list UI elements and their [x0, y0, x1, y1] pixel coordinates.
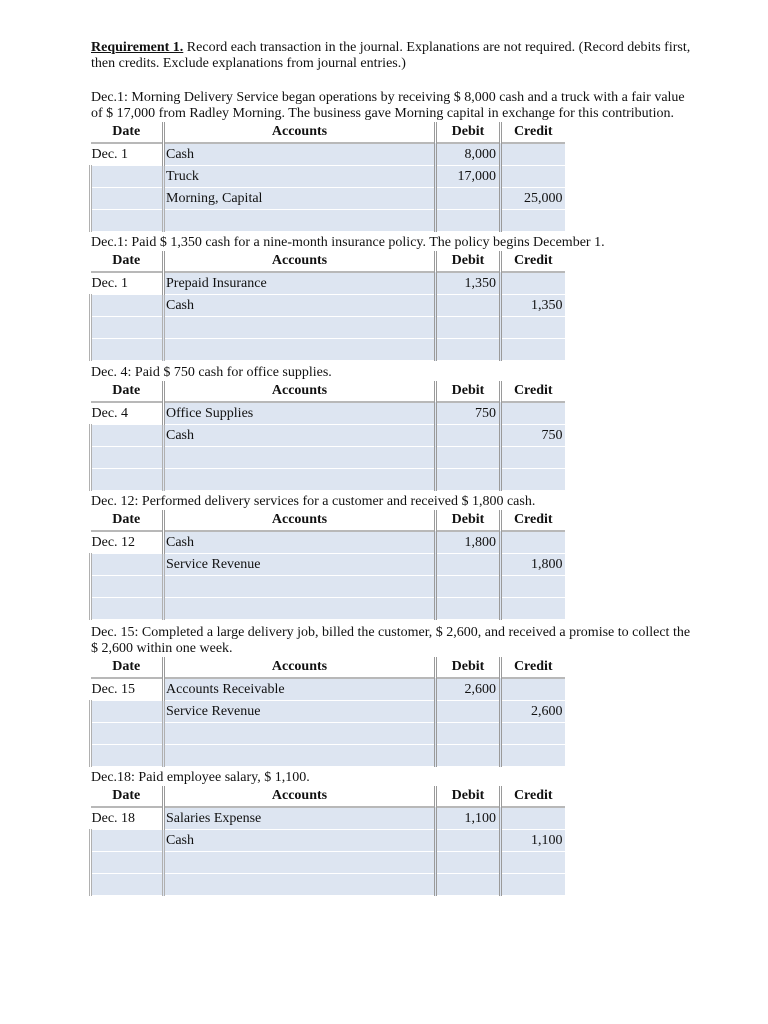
journal-table	[89, 251, 565, 361]
requirement-text: Record each transaction in the journal. Explanations are not required. (Record debits first, then credits. Exclude explanations from journal entries.)	[91, 40, 691, 71]
debit-field[interactable]	[436, 830, 501, 852]
journal-row	[91, 874, 565, 896]
entry-date: Dec. 12	[91, 531, 164, 554]
credit-field[interactable]: 2,600	[501, 701, 565, 723]
date-cell[interactable]	[91, 295, 164, 317]
date-cell[interactable]	[91, 830, 164, 852]
journal-row	[91, 745, 565, 767]
credit-header: Credit	[501, 786, 565, 807]
credit-field[interactable]	[501, 402, 565, 425]
date-header: Date	[91, 510, 164, 531]
debit-field[interactable]	[436, 210, 501, 232]
accounts-header: Accounts	[164, 251, 436, 272]
credit-field[interactable]	[501, 745, 565, 767]
journal-row	[91, 188, 565, 210]
journal-table	[89, 122, 565, 232]
credit-field[interactable]	[501, 143, 565, 166]
date-cell[interactable]	[91, 701, 164, 723]
journal-entry	[89, 90, 689, 232]
date-cell[interactable]	[91, 554, 164, 576]
debit-field[interactable]	[436, 554, 501, 576]
debit-header: Debit	[436, 786, 501, 807]
accounts-header: Accounts	[164, 786, 436, 807]
credit-field[interactable]	[501, 852, 565, 874]
debit-field[interactable]	[436, 317, 501, 339]
debit-field[interactable]: 17,000	[436, 166, 501, 188]
account-field[interactable]: Morning, Capital	[164, 188, 436, 210]
account-field[interactable]: Service Revenue	[164, 554, 436, 576]
credit-field[interactable]	[501, 272, 565, 295]
transaction-description: Dec. 4: Paid $ 750 cash for office supplies.	[91, 365, 332, 380]
journal-table	[89, 786, 565, 896]
journal-row	[91, 425, 565, 447]
credit-field[interactable]: 25,000	[501, 188, 565, 210]
entry-date: Dec. 15	[91, 678, 164, 701]
journal-entry	[89, 770, 689, 896]
account-field[interactable]: Cash	[164, 531, 436, 554]
account-field[interactable]	[164, 339, 436, 361]
accounts-header: Accounts	[164, 122, 436, 143]
debit-field[interactable]	[436, 745, 501, 767]
credit-field[interactable]	[501, 807, 565, 830]
account-field[interactable]	[164, 852, 436, 874]
date-cell[interactable]	[91, 598, 164, 620]
debit-field[interactable]	[436, 874, 501, 896]
date-cell[interactable]	[91, 339, 164, 361]
debit-field[interactable]	[436, 295, 501, 317]
date-cell[interactable]	[91, 852, 164, 874]
date-cell[interactable]	[91, 469, 164, 491]
credit-header: Credit	[501, 381, 565, 402]
account-field[interactable]: Cash	[164, 295, 436, 317]
date-cell[interactable]	[91, 210, 164, 232]
transaction-description: Dec.18: Paid employee salary, $ 1,100.	[91, 770, 310, 785]
account-field[interactable]	[164, 745, 436, 767]
account-field[interactable]	[164, 317, 436, 339]
account-field[interactable]	[164, 723, 436, 745]
date-cell[interactable]	[91, 317, 164, 339]
entry-date: Dec. 1	[91, 143, 164, 166]
account-field[interactable]	[164, 210, 436, 232]
date-cell[interactable]	[91, 745, 164, 767]
journal-row	[91, 447, 565, 469]
journal-row	[91, 295, 565, 317]
journal-row	[91, 210, 565, 232]
date-cell[interactable]	[91, 447, 164, 469]
account-field[interactable]	[164, 447, 436, 469]
debit-header: Debit	[436, 122, 501, 143]
journal-row	[91, 272, 565, 295]
journal-row	[91, 678, 565, 701]
account-field[interactable]: Cash	[164, 143, 436, 166]
date-cell[interactable]	[91, 166, 164, 188]
requirement-instructions	[91, 40, 691, 72]
credit-field[interactable]	[501, 210, 565, 232]
transaction-description: Dec.1: Morning Delivery Service began operations by receiving $ 8,000 cash and a truck with a fair value of $ 17,000 from Radley Morning. The business gave Morning capital in exchange for this contribution.	[91, 90, 685, 121]
journal-row	[91, 531, 565, 554]
date-header: Date	[91, 657, 164, 678]
date-cell[interactable]	[91, 425, 164, 447]
transaction-description: Dec. 12: Performed delivery services for a customer and received $ 1,800 cash.	[91, 494, 536, 509]
date-cell[interactable]	[91, 723, 164, 745]
debit-field[interactable]: 2,600	[436, 678, 501, 701]
debit-field[interactable]	[436, 701, 501, 723]
credit-field[interactable]: 1,100	[501, 830, 565, 852]
journal-row	[91, 598, 565, 620]
credit-field[interactable]	[501, 447, 565, 469]
credit-field[interactable]: 1,350	[501, 295, 565, 317]
credit-field[interactable]	[501, 723, 565, 745]
account-field[interactable]	[164, 598, 436, 620]
journal-row	[91, 402, 565, 425]
credit-field[interactable]	[501, 678, 565, 701]
account-field[interactable]	[164, 576, 436, 598]
journal-row	[91, 143, 565, 166]
credit-header: Credit	[501, 510, 565, 531]
debit-field[interactable]	[436, 339, 501, 361]
debit-header: Debit	[436, 657, 501, 678]
journal-entry	[89, 365, 689, 491]
entry-date: Dec. 4	[91, 402, 164, 425]
credit-header: Credit	[501, 251, 565, 272]
journal-row	[91, 830, 565, 852]
journal-row	[91, 339, 565, 361]
entry-date: Dec. 18	[91, 807, 164, 830]
debit-header: Debit	[436, 510, 501, 531]
journal-row	[91, 852, 565, 874]
account-field[interactable]: Cash	[164, 425, 436, 447]
credit-field[interactable]: 750	[501, 425, 565, 447]
date-header: Date	[91, 251, 164, 272]
debit-field[interactable]: 8,000	[436, 143, 501, 166]
debit-field[interactable]	[436, 576, 501, 598]
account-field[interactable]: Accounts Receivable	[164, 678, 436, 701]
credit-header: Credit	[501, 122, 565, 143]
credit-field[interactable]	[501, 598, 565, 620]
requirement-label: Requirement 1.	[91, 40, 184, 55]
debit-field[interactable]: 750	[436, 402, 501, 425]
journal-table	[89, 657, 565, 767]
journal-row	[91, 807, 565, 830]
journal-row	[91, 701, 565, 723]
credit-field[interactable]	[501, 339, 565, 361]
credit-header: Credit	[501, 657, 565, 678]
accounts-header: Accounts	[164, 657, 436, 678]
account-field[interactable]	[164, 874, 436, 896]
credit-field[interactable]	[501, 469, 565, 491]
account-field[interactable]: Truck	[164, 166, 436, 188]
debit-field[interactable]	[436, 469, 501, 491]
date-header: Date	[91, 786, 164, 807]
credit-field[interactable]	[501, 531, 565, 554]
accounts-header: Accounts	[164, 381, 436, 402]
journal-table	[89, 510, 565, 620]
account-field[interactable]: Cash	[164, 830, 436, 852]
date-cell[interactable]	[91, 576, 164, 598]
debit-field[interactable]	[436, 723, 501, 745]
journal-row	[91, 554, 565, 576]
transaction-description: Dec.1: Paid $ 1,350 cash for a nine-month insurance policy. The policy begins December 1.	[91, 235, 605, 250]
account-field[interactable]	[164, 469, 436, 491]
date-cell[interactable]	[91, 874, 164, 896]
debit-field[interactable]	[436, 598, 501, 620]
account-field[interactable]: Service Revenue	[164, 701, 436, 723]
debit-field[interactable]	[436, 425, 501, 447]
debit-field[interactable]: 1,100	[436, 807, 501, 830]
accounts-header: Accounts	[164, 510, 436, 531]
journal-row	[91, 576, 565, 598]
journal-entry	[89, 625, 689, 767]
journal-entry	[89, 494, 689, 620]
entry-date: Dec. 1	[91, 272, 164, 295]
date-header: Date	[91, 381, 164, 402]
account-field[interactable]: Office Supplies	[164, 402, 436, 425]
debit-field[interactable]: 1,800	[436, 531, 501, 554]
debit-field[interactable]	[436, 188, 501, 210]
credit-field[interactable]	[501, 874, 565, 896]
journal-row	[91, 317, 565, 339]
credit-field[interactable]	[501, 166, 565, 188]
date-cell[interactable]	[91, 188, 164, 210]
journal-row	[91, 723, 565, 745]
credit-field[interactable]	[501, 576, 565, 598]
debit-field[interactable]: 1,350	[436, 272, 501, 295]
debit-header: Debit	[436, 381, 501, 402]
journal-table	[89, 381, 565, 491]
journal-row	[91, 166, 565, 188]
debit-field[interactable]	[436, 447, 501, 469]
account-field[interactable]: Salaries Expense	[164, 807, 436, 830]
credit-field[interactable]: 1,800	[501, 554, 565, 576]
journal-entry	[89, 235, 689, 361]
date-header: Date	[91, 122, 164, 143]
transaction-description: Dec. 15: Completed a large delivery job, billed the customer, $ 2,600, and received a promise to collect the $ 2,600 within one week.	[91, 625, 691, 656]
debit-field[interactable]	[436, 852, 501, 874]
journal-row	[91, 469, 565, 491]
credit-field[interactable]	[501, 317, 565, 339]
debit-header: Debit	[436, 251, 501, 272]
account-field[interactable]: Prepaid Insurance	[164, 272, 436, 295]
